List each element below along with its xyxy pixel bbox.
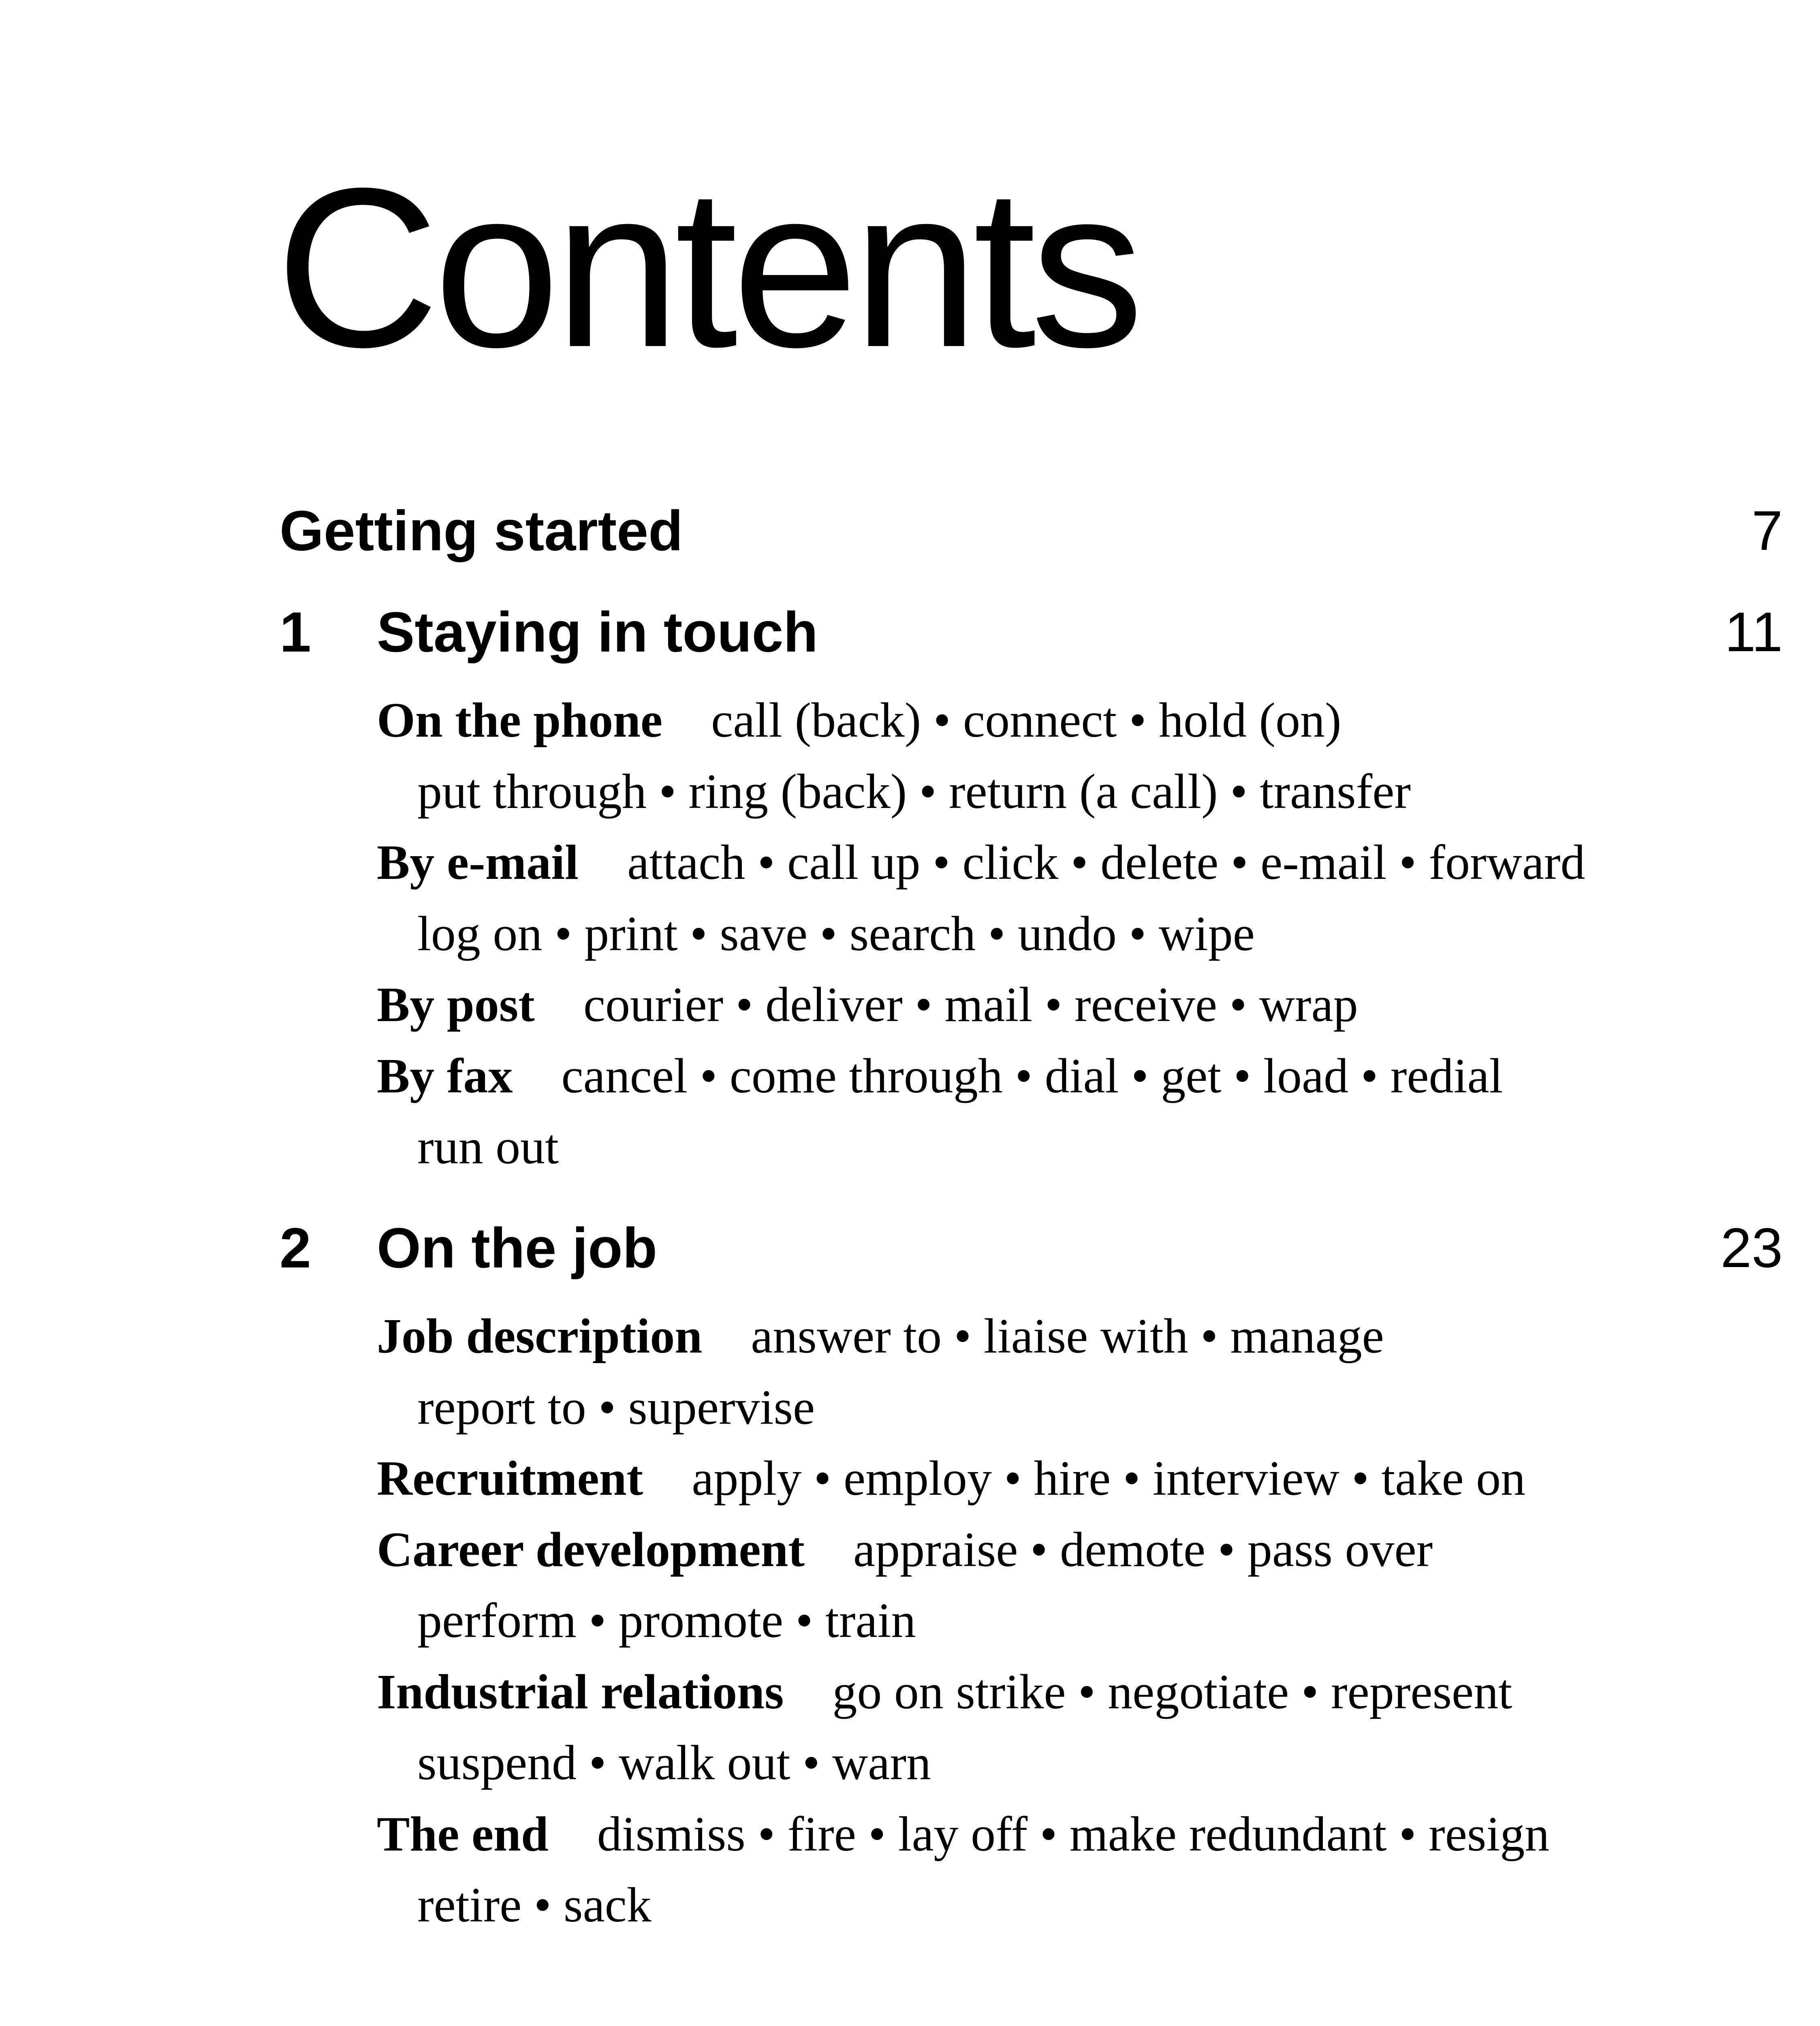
entry-continuation: put through • ring (back) • return (a call) • transfer [417,764,1411,819]
entry-job-description [377,1301,1775,1372]
entry-words: answer to • liaise with • manage [751,1309,1384,1363]
entry-continuation: perform • promote • train [417,1593,916,1648]
entry-heading: By e-mail [377,835,579,890]
section-1-entries [377,685,1775,1183]
entry-on-the-phone [377,685,1775,756]
entry-heading: Industrial relations [377,1664,784,1719]
entry-heading: By post [377,977,535,1032]
entry-industrial-relations [377,1656,1775,1728]
section-getting-started[interactable] [280,492,1783,569]
entry-by-post [377,969,1775,1041]
entry-words: go on strike • negotiate • represent [832,1664,1512,1719]
entry-words: cancel • come through • dial • get • load • redial [561,1048,1503,1103]
entry-by-fax [377,1041,1775,1112]
section-2-entries [377,1301,1775,1941]
entry-continuation: suspend • walk out • warn [417,1735,931,1790]
entry-heading: By fax [377,1048,513,1103]
entry-words: apply • employ • hire • interview • take on [692,1451,1526,1506]
section-page-number: 7 [1752,500,1783,562]
section-number: 1 [280,600,311,664]
entry-words: appraise • demote • pass over [853,1522,1433,1577]
entry-words: call (back) • connect • hold (on) [711,693,1342,748]
section-page-number: 11 [1724,601,1783,663]
entry-words: attach • call up • click • delete • e-mail • forward [627,835,1585,890]
entry-words: courier • deliver • mail • receive • wrap [583,977,1358,1032]
entry-continuation: report to • supervise [417,1380,815,1435]
entry-career-development [377,1514,1775,1586]
entry-heading: Recruitment [377,1451,643,1506]
entry-words: dismiss • fire • lay off • make redundant • resign [597,1806,1550,1861]
section-on-the-job[interactable] [280,1210,1783,1287]
section-number: 2 [280,1216,311,1280]
section-page-number: 23 [1720,1217,1783,1279]
section-title: Staying in touch [377,600,818,664]
entry-continuation: retire • sack [417,1878,652,1932]
section-title: Getting started [280,499,683,562]
entry-heading: On the phone [377,693,663,748]
section-title: On the job [377,1216,658,1280]
entry-by-e-mail [377,827,1775,898]
entry-heading: Career development [377,1522,805,1577]
entry-heading: The end [377,1806,549,1861]
page-title: Contents [276,141,1139,394]
entry-continuation: log on • print • save • search • undo • wipe [417,906,1255,961]
section-staying-in-touch[interactable] [280,594,1783,671]
entry-continuation: run out [417,1120,559,1174]
entry-heading: Job description [377,1309,703,1363]
entry-the-end [377,1799,1775,1870]
entry-recruitment [377,1443,1775,1514]
